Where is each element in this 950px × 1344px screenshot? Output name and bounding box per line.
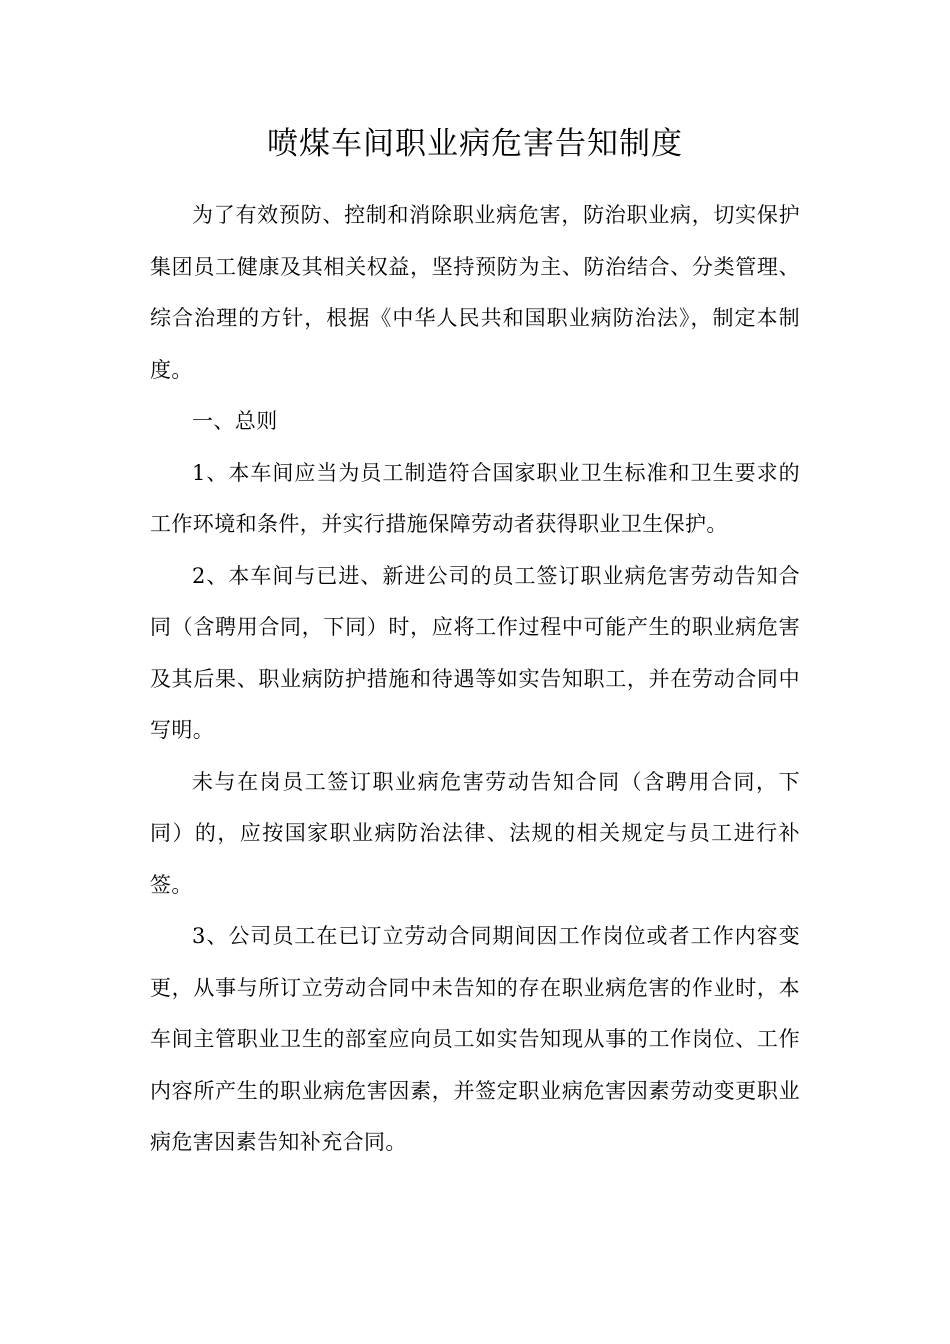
clause-2: 2、本车间与已进、新进公司的员工签订职业病危害劳动告知合同（含聘用合同，下同）时，应将工作过程中可能产生的职业病危害及其后果、职业病防护措施和待遇等如实告知职工，并在劳动合同中写明。 [150,563,800,742]
clause-2-supplement: 未与在岗员工签订职业病危害劳动告知合同（含聘用合同，下同）的，应按国家职业病防治法律、法规的相关规定与员工进行补签。 [150,769,800,897]
document-body [150,190,800,1169]
clause-1: 1、本车间应当为员工制造符合国家职业卫生标准和卫生要求的工作环境和条件，并实行措施保障劳动者获得职业卫生保护。 [150,460,800,536]
clause-3: 3、公司员工在已订立劳动合同期间因工作岗位或者工作内容变更，从事与所订立劳动合同中未告知的存在职业病危害的作业时，本车间主管职业卫生的部室应向员工如实告知现从事的工作岗位、工作内容所产生的职业病危害因素，并签定职业病危害因素劳动变更职业病危害因素告知补充合同。 [150,924,800,1154]
section-heading-general: 一、总则 [192,409,278,433]
document-title: 喷煤车间职业病危害告知制度 [267,126,683,162]
intro-paragraph: 为了有效预防、控制和消除职业病危害，防治职业病，切实保护集团员工健康及其相关权益，坚持预防为主、防治结合、分类管理、综合治理的方针，根据《中华人民共和国职业病防治法》，制定本制度。 [150,203,800,382]
